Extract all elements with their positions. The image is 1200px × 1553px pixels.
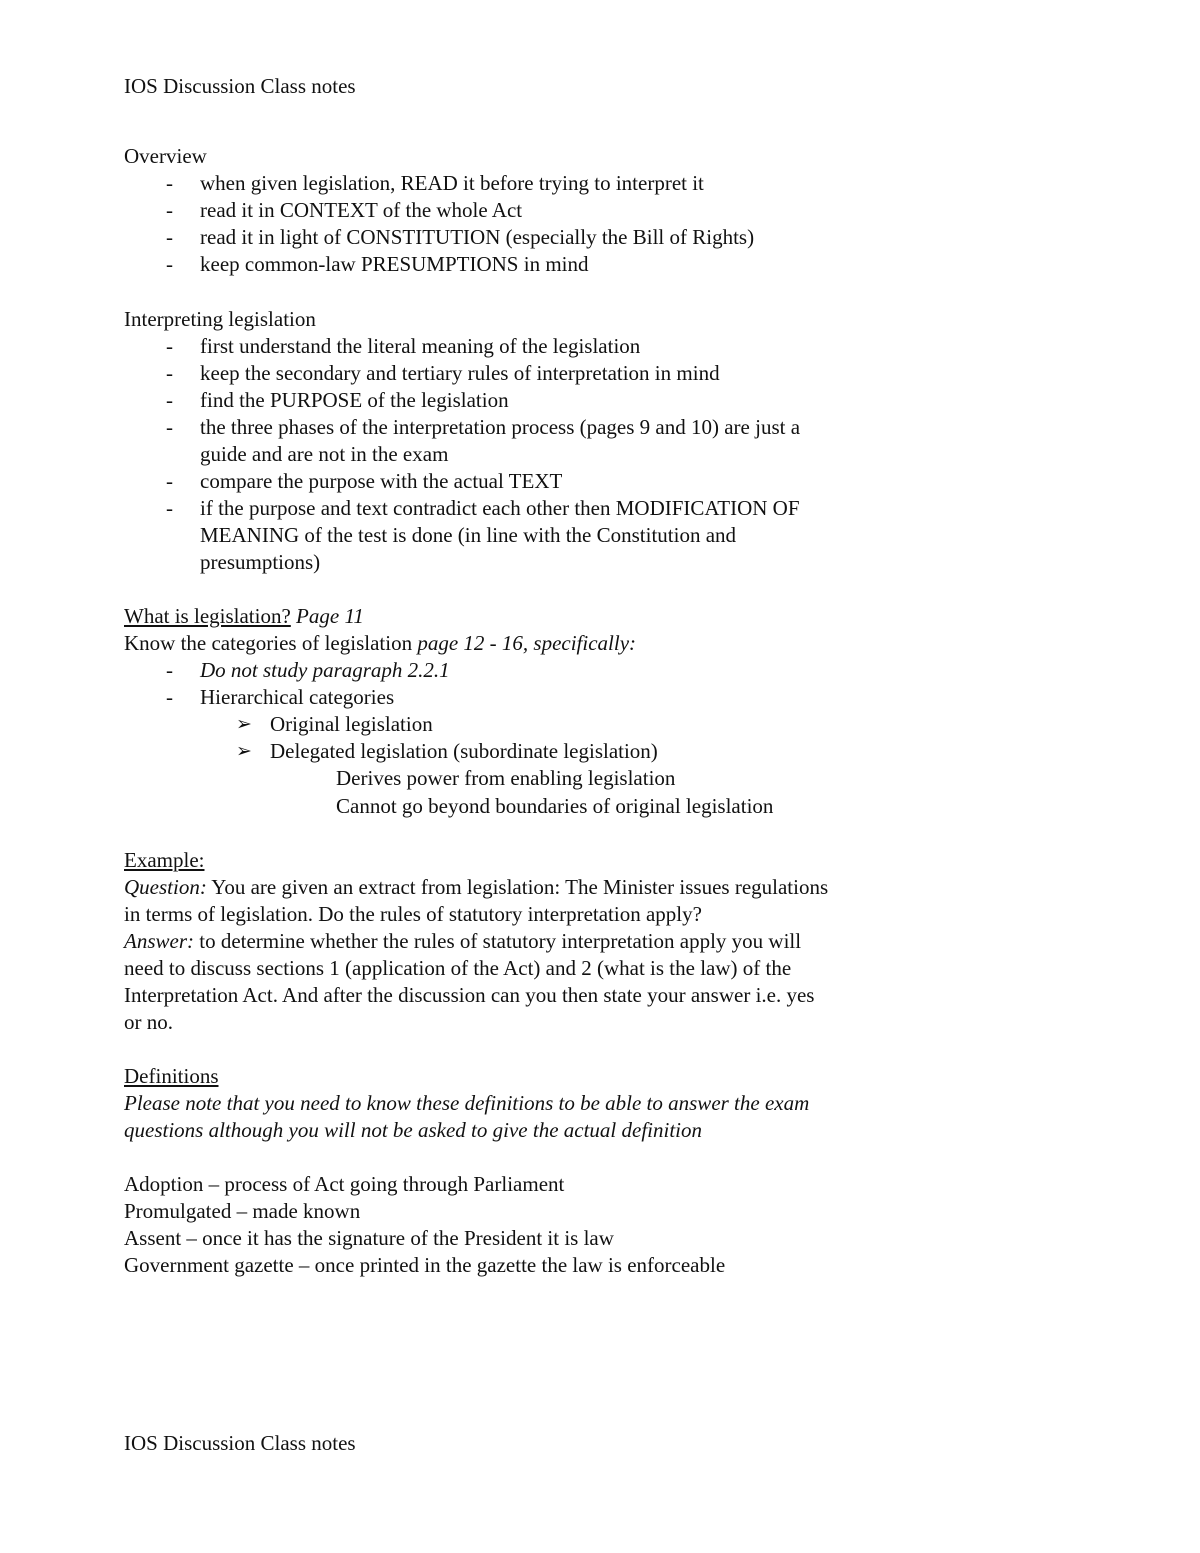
question-label: Question: xyxy=(124,875,207,899)
bullet-dash: - xyxy=(166,415,173,439)
interpreting-item-continuation: guide and are not in the exam xyxy=(200,442,449,466)
answer-text: to determine whether the rules of statutory interpretation apply you will xyxy=(194,929,802,953)
bullet-dash: - xyxy=(166,361,173,385)
category-detail: Cannot go beyond boundaries of original legislation xyxy=(336,794,774,818)
definition-term: Assent – once it has the signature of the President it is law xyxy=(124,1226,614,1250)
bullet-dash: - xyxy=(166,198,173,222)
overview-item: read it in CONTEXT of the whole Act xyxy=(200,198,523,222)
answer-text-continued: Interpretation Act. And after the discussion can you then state your answer i.e. yes xyxy=(124,983,815,1007)
definition-term: Promulgated – made known xyxy=(124,1199,361,1223)
interpreting-item: find the PURPOSE of the legislation xyxy=(200,388,509,412)
interpreting-item-continuation: MEANING of the test is done (in line with the Constitution and xyxy=(200,523,737,547)
interpreting-heading: Interpreting legislation xyxy=(124,307,316,331)
question-line xyxy=(124,874,828,901)
question-text-continued: in terms of legislation. Do the rules of statutory interpretation apply? xyxy=(124,902,702,926)
page-reference: Page 11 xyxy=(296,604,364,628)
interpreting-item: compare the purpose with the actual TEXT xyxy=(200,469,563,493)
interpreting-item: if the purpose and text contradict each other then MODIFICATION OF xyxy=(200,496,800,520)
categories-text: Know the categories of legislation xyxy=(124,631,418,655)
definition-term: Adoption – process of Act going through Parliament xyxy=(124,1172,565,1196)
bullet-dash: - xyxy=(166,469,173,493)
categories-item: Do not study paragraph 2.2.1 xyxy=(200,658,450,682)
bullet-dash: - xyxy=(166,334,173,358)
page-footer: IOS Discussion Class notes xyxy=(124,1431,356,1455)
category-sub-item: Original legislation xyxy=(270,712,433,736)
categories-page-reference: page 12 - 16, specifically: xyxy=(417,631,637,655)
arrow-bullet-icon: ➢ xyxy=(236,714,252,735)
categories-item: Hierarchical categories xyxy=(200,685,395,709)
definitions-note: Please note that you need to know these definitions to be able to answer the exam xyxy=(124,1091,810,1115)
what-is-legislation-heading: What is legislation? xyxy=(124,604,291,628)
bullet-dash: - xyxy=(166,225,173,249)
interpreting-item: first understand the literal meaning of the legislation xyxy=(200,334,641,358)
question-text: You are given an extract from legislation: The Minister issues regulations xyxy=(206,875,829,899)
bullet-dash: - xyxy=(166,658,173,682)
category-detail: Derives power from enabling legislation xyxy=(336,766,676,790)
category-sub-item: Delegated legislation (subordinate legislation) xyxy=(270,739,658,763)
definitions-heading: Definitions xyxy=(124,1064,219,1088)
answer-text-continued: need to discuss sections 1 (application of the Act) and 2 (what is the law) of the xyxy=(124,956,792,980)
definition-term: Government gazette – once printed in the gazette the law is enforceable xyxy=(124,1253,726,1277)
bullet-dash: - xyxy=(166,171,173,195)
answer-label: Answer: xyxy=(124,929,194,953)
page-header: IOS Discussion Class notes xyxy=(124,74,356,98)
interpreting-item-continuation: presumptions) xyxy=(200,550,321,574)
definitions-note: questions although you will not be asked to give the actual definition xyxy=(124,1118,703,1142)
answer-text-continued: or no. xyxy=(124,1010,173,1034)
overview-item: read it in light of CONSTITUTION (especially the Bill of Rights) xyxy=(200,225,755,249)
overview-item: keep common-law PRESUMPTIONS in mind xyxy=(200,252,589,276)
interpreting-item: the three phases of the interpretation process (pages 9 and 10) are just a xyxy=(200,415,801,439)
interpreting-item: keep the secondary and tertiary rules of interpretation in mind xyxy=(200,361,720,385)
bullet-dash: - xyxy=(166,685,173,709)
answer-line xyxy=(124,928,801,955)
categories-line xyxy=(124,630,636,657)
bullet-dash: - xyxy=(166,252,173,276)
arrow-bullet-icon: ➢ xyxy=(236,741,252,762)
bullet-dash: - xyxy=(166,496,173,520)
overview-item: when given legislation, READ it before trying to interpret it xyxy=(200,171,704,195)
bullet-dash: - xyxy=(166,388,173,412)
what-is-legislation-line xyxy=(124,603,364,630)
example-heading: Example: xyxy=(124,848,205,872)
overview-heading: Overview xyxy=(124,144,207,168)
